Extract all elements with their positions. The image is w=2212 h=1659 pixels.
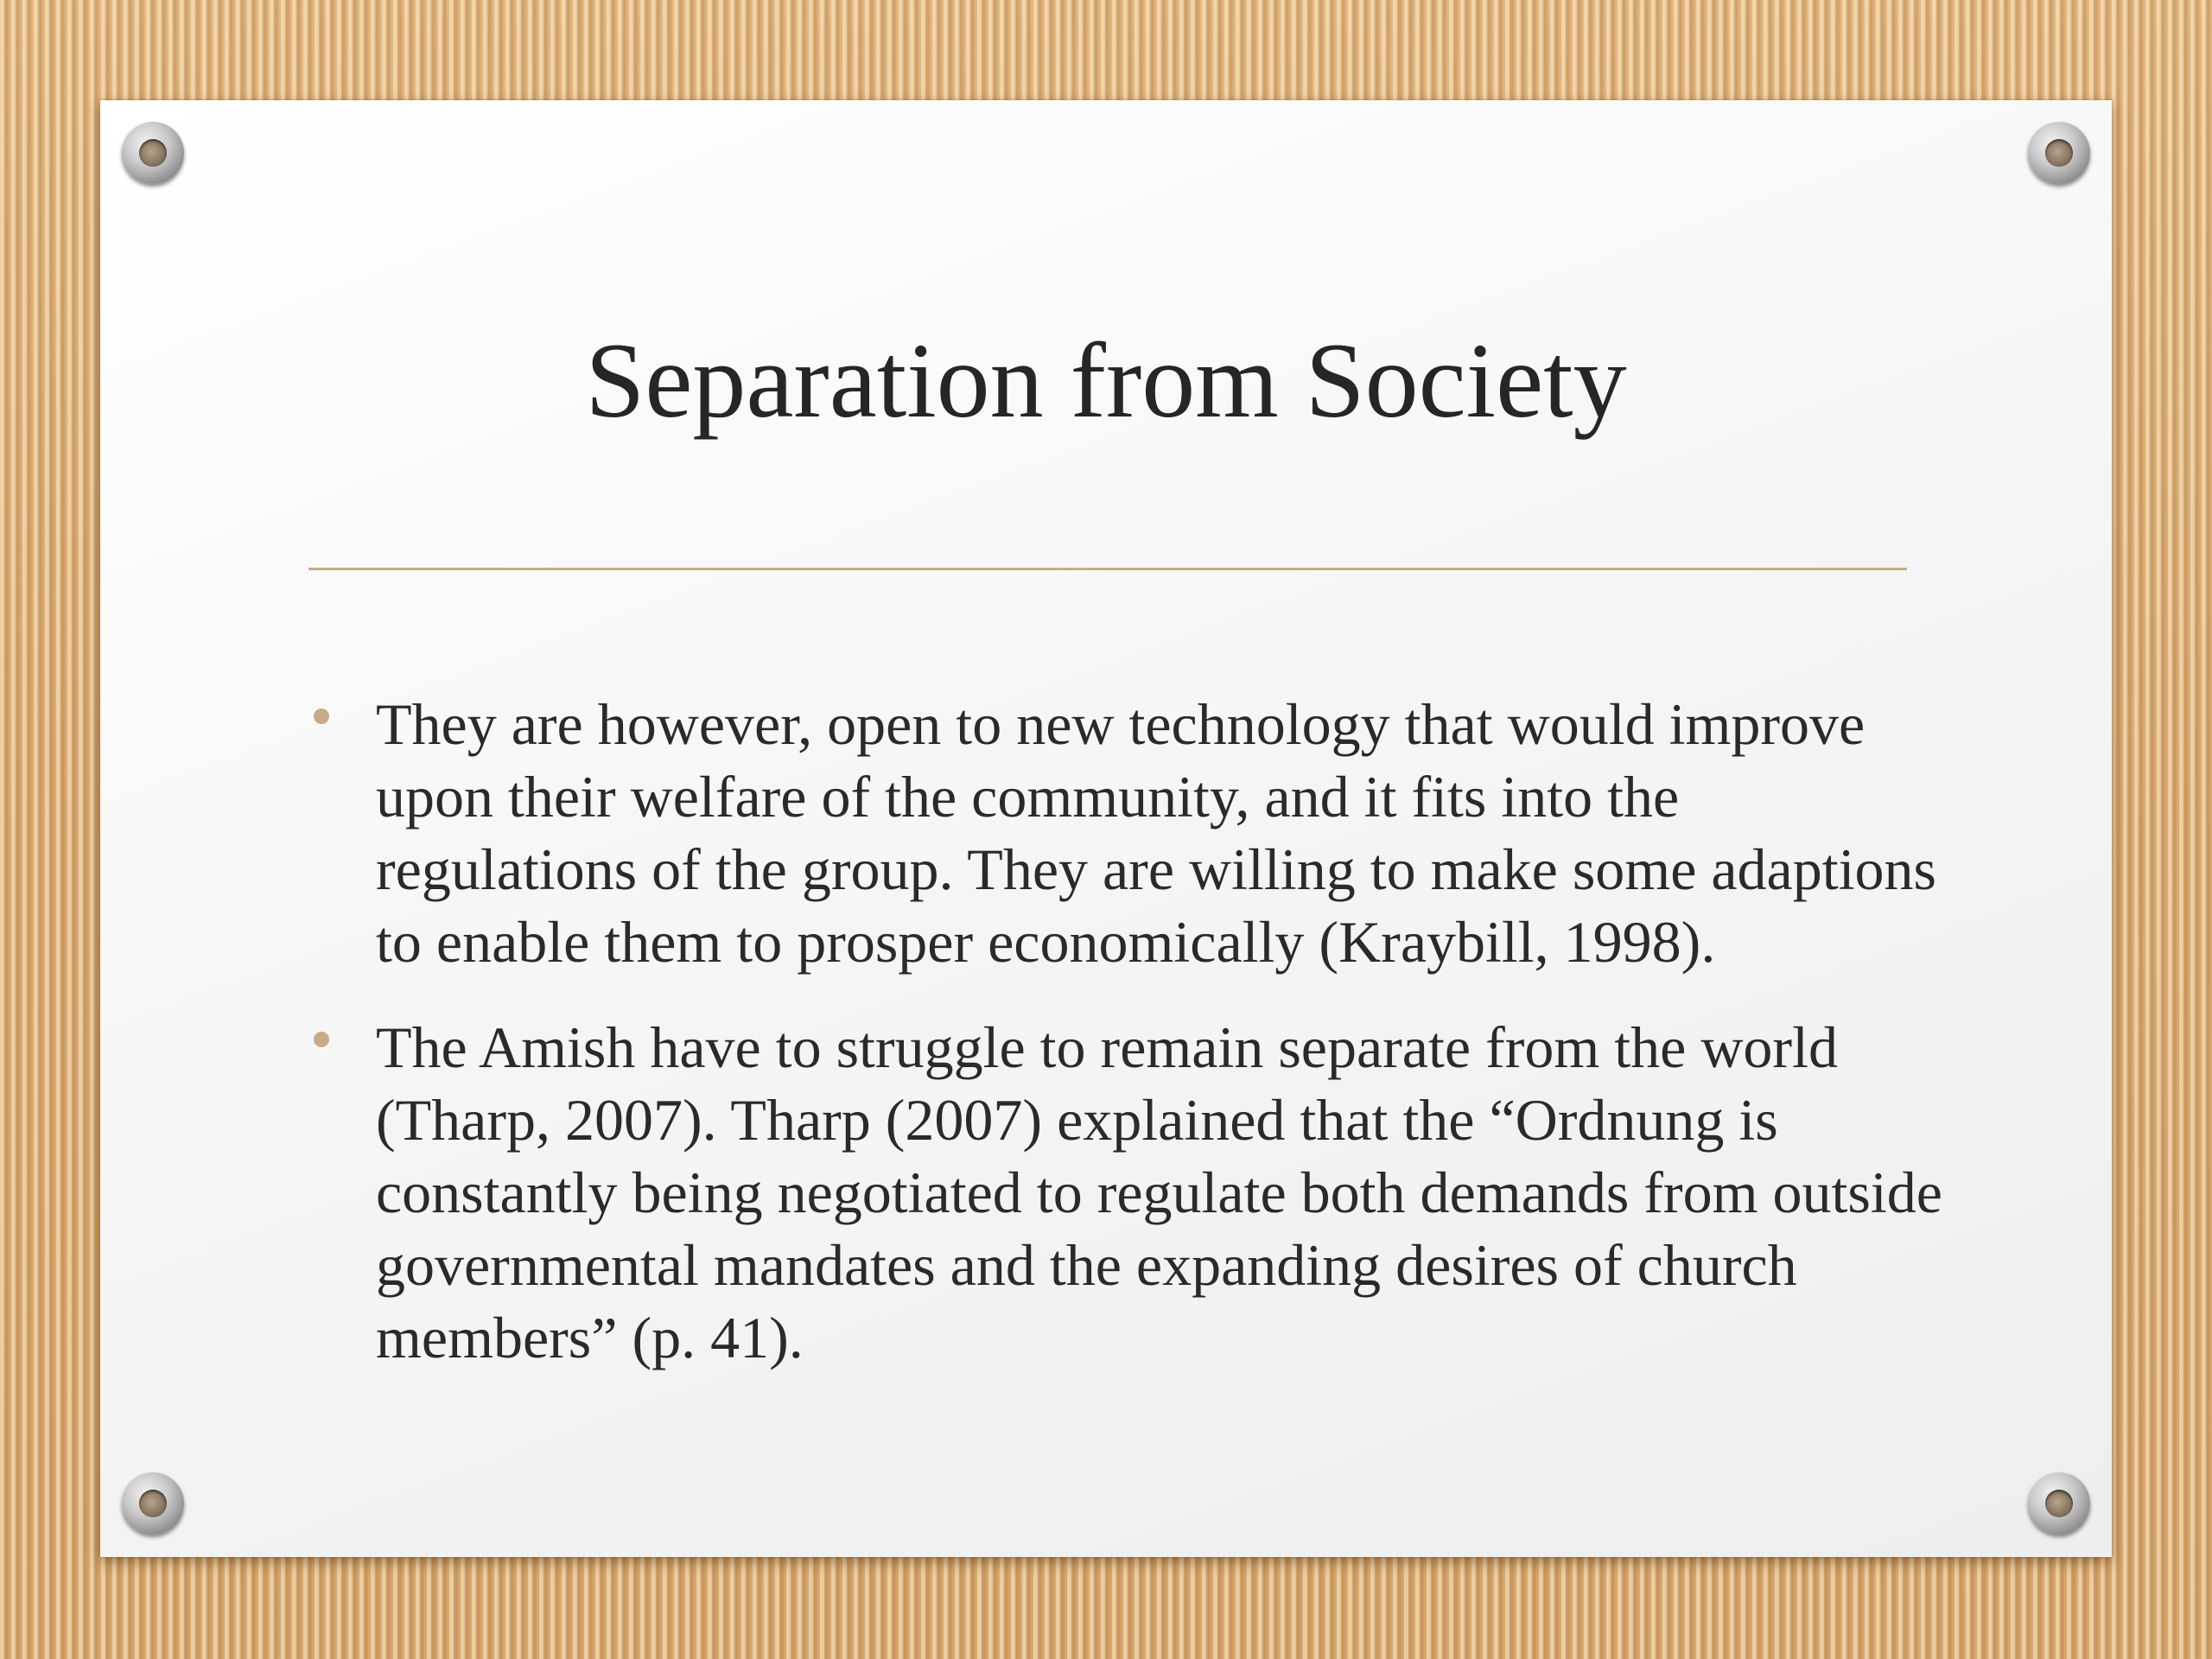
grommet-icon	[122, 1472, 184, 1535]
bullet-text: They are however, open to new technology that would improve upon their welfare of the community, and it fits into the regulations of the group. They are willing to make some adaptions to enable them to prosper economically (Kraybill, 1998).	[376, 691, 1936, 975]
grommet-icon	[2028, 122, 2090, 184]
bullet-item	[307, 1011, 1948, 1374]
bullet-dot-icon	[314, 709, 329, 724]
grommet-icon	[122, 122, 184, 184]
grommet-icon	[2028, 1472, 2090, 1535]
bullet-item	[307, 688, 1948, 978]
bullet-list	[307, 688, 1948, 1407]
bullet-dot-icon	[314, 1032, 329, 1047]
slide-title: Separation from Society	[585, 321, 1627, 440]
bullet-text: The Amish have to struggle to remain separate from the world (Tharp, 2007). Tharp (2007) explained that the “Ordnung is constantly being negotiated to regulate both demands from outside governmental mandates and the expanding desires of church members” (p. 41).	[376, 1014, 1942, 1370]
title-divider	[308, 568, 1907, 570]
